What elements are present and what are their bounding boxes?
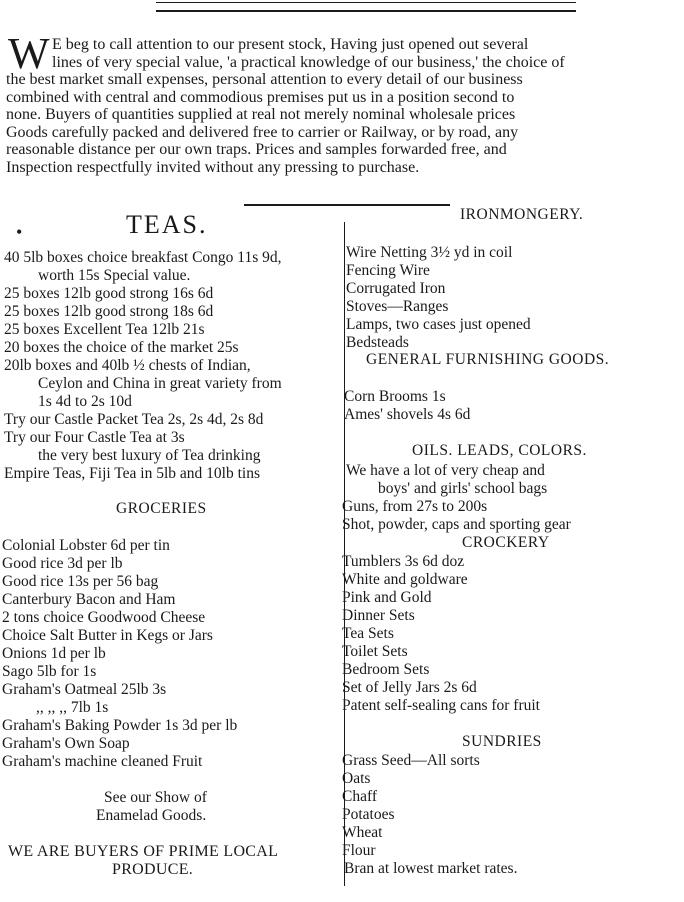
ironmongery-line: Bedsteads — [346, 334, 409, 351]
ironmongery-heading: IRONMONGERY. — [460, 206, 584, 223]
intro-paragraph — [6, 36, 682, 176]
groceries-line: Graham's Oatmeal 25lb 3s — [2, 681, 167, 698]
teas-line: the very best luxury of Tea drinking — [38, 447, 261, 464]
groceries-line: Graham's Own Soap — [2, 735, 130, 752]
teas-line: Ceylon and China in great variety from — [38, 375, 282, 392]
show-line: See our Show of — [104, 789, 207, 806]
groceries-line: Canterbury Bacon and Ham — [2, 591, 176, 608]
ironmongery-line: Fencing Wire — [346, 262, 430, 279]
furnishing-line: Ames' shovels 4s 6d — [344, 406, 471, 423]
teas-line: 25 boxes 12lb good strong 16s 6d — [4, 285, 214, 302]
oils-line: We have a lot of very cheap and — [346, 462, 545, 479]
groceries-line: Onions 1d per lb — [2, 645, 106, 662]
crockery-line: Tumblers 3s 6d doz — [342, 553, 465, 570]
crockery-heading: CROCKERY — [462, 534, 550, 551]
sundries-line: Bran at lowest market rates. — [344, 860, 518, 877]
sundries-line: Grass Seed—All sorts — [342, 752, 480, 769]
oils-line: Guns, from 27s to 200s — [342, 498, 488, 515]
sundries-line: Wheat — [342, 824, 383, 841]
groceries-line: Colonial Lobster 6d per tin — [2, 537, 170, 554]
teas-line: worth 15s Special value. — [38, 267, 191, 284]
crockery-line: Pink and Gold — [342, 589, 432, 606]
teas-line: 25 boxes 12lb good strong 18s 6d — [4, 303, 214, 320]
buyers-line: WE ARE BUYERS OF PRIME LOCAL — [8, 843, 279, 860]
crockery-line: Set of Jelly Jars 2s 6d — [342, 679, 477, 696]
teas-line: 25 boxes Excellent Tea 12lb 21s — [4, 321, 205, 338]
ironmongery-line: Wire Netting 3½ yd in coil — [346, 244, 513, 261]
furnishing-heading: GENERAL FURNISHING GOODS. — [366, 351, 610, 368]
oils-line: boys' and girls' school bags — [378, 480, 548, 497]
groceries-line: ,, ,, ,, 7lb 1s — [36, 699, 109, 716]
ironmongery-line: Lamps, two cases just opened — [346, 316, 531, 333]
sundries-line: Oats — [342, 770, 371, 787]
groceries-line: Graham's Baking Powder 1s 3d per lb — [2, 717, 238, 734]
groceries-line: 2 tons choice Goodwood Cheese — [2, 609, 206, 626]
oils-line: Shot, powder, caps and sporting gear — [342, 516, 571, 533]
intro-line: Goods carefully packed and delivered free to carrier or Railway, or by road, any — [6, 123, 519, 141]
teas-line: Try our Four Castle Tea at 3s — [4, 429, 185, 446]
intro-line: E beg to call attention to our present stock, Having just opened out several — [52, 36, 529, 53]
intro-line: combined with central and commodious premises put us in a position second to — [6, 88, 515, 106]
groceries-heading: GROCERIES — [116, 500, 207, 517]
groceries-line: Choice Salt Butter in Kegs or Jars — [2, 627, 213, 644]
furnishing-line: Corn Brooms 1s — [344, 388, 446, 405]
groceries-line: Good rice 13s per 56 bag — [2, 573, 159, 590]
section-rule — [244, 204, 450, 206]
teas-line: 20lb boxes and 40lb ½ chests of Indian, — [4, 357, 251, 374]
ironmongery-line: Corrugated Iron — [346, 280, 446, 297]
teas-line: Try our Castle Packet Tea 2s, 2s 4d, 2s 8d — [4, 411, 264, 428]
teas-line: Empire Teas, Fiji Tea in 5lb and 10lb tins — [4, 465, 260, 482]
teas-bullet: • — [16, 222, 23, 242]
intro-line: lines of very special value, 'a practical knowledge of our business,' the choice of — [52, 53, 565, 71]
ironmongery-line: Stoves—Ranges — [346, 298, 449, 315]
crockery-line: Bedroom Sets — [342, 661, 430, 678]
intro-line: the best market small expenses, personal attention to every detail of our business — [6, 71, 523, 88]
intro-line: Inspection respectfully invited without any pressing to purchase. — [6, 158, 420, 176]
show-line: Enamelad Goods. — [96, 807, 207, 824]
intro-line: reasonable distance per our own traps. Prices and samples forwarded free, and — [6, 141, 507, 158]
intro-line: none. Buyers of quantities supplied at real not merely nominal wholesale prices — [6, 106, 516, 123]
groceries-line: Graham's machine cleaned Fruit — [2, 753, 203, 770]
teas-line: 40 5lb boxes choice breakfast Congo 11s 9d, — [4, 249, 282, 266]
top-rule-thick — [156, 10, 576, 12]
groceries-line: Sago 5lb for 1s — [2, 663, 97, 680]
buyers-line: PRODUCE. — [112, 861, 194, 878]
crockery-line: White and goldware — [342, 571, 468, 588]
top-rule-thin — [156, 2, 576, 3]
crockery-line: Toilet Sets — [342, 643, 408, 660]
teas-line: 1s 4d to 2s 10d — [38, 393, 132, 410]
teas-heading: TEAS. — [126, 210, 208, 239]
crockery-line: Dinner Sets — [342, 607, 415, 624]
crockery-line: Tea Sets — [342, 625, 394, 642]
crockery-line: Patent self-sealing cans for fruit — [342, 697, 540, 714]
sundries-line: Potatoes — [342, 806, 395, 823]
sundries-line: Chaff — [342, 788, 378, 805]
sundries-line: Flour — [342, 842, 376, 859]
sundries-heading: SUNDRIES — [462, 733, 542, 750]
oils-heading: OILS. LEADS, COLORS. — [412, 442, 587, 459]
intro-dropcap: W — [8, 29, 48, 78]
teas-line: 20 boxes the choice of the market 25s — [4, 339, 239, 356]
groceries-line: Good rice 3d per lb — [2, 555, 123, 572]
